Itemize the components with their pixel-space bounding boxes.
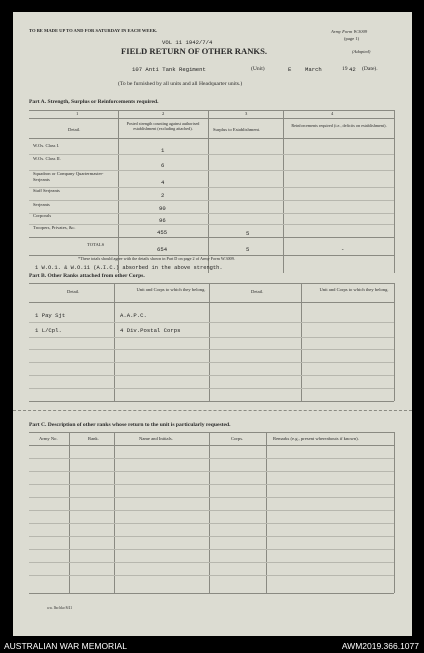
part-c-header-remarks: Remarks (e.g., present whereabouts if known). <box>273 436 359 441</box>
totals-reinforcements: - <box>341 246 345 253</box>
row-detail: Serjeants <box>33 202 50 207</box>
furnish-note: (To be furnished by all units and all Headquarter units.) <box>118 81 243 87</box>
col-number-1: 1 <box>76 111 79 116</box>
date-day: E <box>288 66 292 73</box>
army-form-number: Army Form W.3009 <box>331 29 368 34</box>
part-c-header-rank: Rank. <box>88 436 99 441</box>
totals-label: TOTALS <box>87 242 105 247</box>
row-posted: 6 <box>161 162 165 169</box>
row-detail: Troopers, Privates, &c. <box>33 225 76 230</box>
totals-surplus: 5 <box>246 246 250 253</box>
row-posted: 455 <box>157 229 168 236</box>
part-b-title: Part B. Other Ranks attached from other Corps. <box>29 273 145 279</box>
page-reference: (page 1) <box>344 36 360 41</box>
part-c-header-army-no: Army No. <box>39 436 58 441</box>
row-detail: W.Os. Class I. <box>33 143 60 148</box>
footer-bar <box>0 636 424 653</box>
unit-label: (Unit) <box>251 66 265 72</box>
col-number-2: 2 <box>162 111 165 116</box>
part-c-title: Part C. Description of other ranks whose return to the unit is particularly requested. <box>29 422 231 428</box>
absorbed-note: 1 W.O.1. & W.O.11 (A.I.C.) absorbed in the above strength. <box>35 265 223 271</box>
part-b-header-unit-2: Unit and Corps to which they belong. <box>319 287 389 292</box>
form-instruction: TO BE MADE UP TO AND FOR SATURDAY IN EACH WEEK. <box>29 28 158 33</box>
col-header-reinforcements: Reinforcements required (i.e., deficits on establishment). <box>291 123 387 128</box>
part-b-header-detail-1: Detail. <box>67 289 80 294</box>
row-posted: 96 <box>159 217 166 224</box>
form-title: FIELD RETURN OF OTHER RANKS. <box>121 46 268 56</box>
col-header-posted: Posted strength counting against authorised establishment (excluding attached). <box>126 121 200 131</box>
fold-line <box>13 410 412 411</box>
part-b-header-unit-1: Unit and Corps to which they belong. <box>136 287 206 292</box>
row-detail: Staff Serjeants <box>33 188 60 193</box>
printer-mark: a.w. Ibo hko 8/41 <box>47 606 73 610</box>
attached-unit: 4 Div.Postal Corps <box>120 327 181 334</box>
part-c-header-corps: Corps. <box>231 436 244 441</box>
part-b-header-detail-2: Detail. <box>251 289 264 294</box>
row-detail: Squadron or Company Quartermaster-Serjeants <box>33 171 104 182</box>
date-month: March <box>305 66 322 73</box>
footer-institution: AUSTRALIAN WAR MEMORIAL <box>4 641 127 651</box>
col-header-detail: Detail. <box>68 127 81 132</box>
row-posted: 4 <box>161 179 165 186</box>
row-posted: 90 <box>159 205 166 212</box>
row-posted: 1 <box>161 147 165 154</box>
row-detail: Corporals <box>33 213 52 218</box>
row-surplus: 5 <box>246 230 250 237</box>
row-detail: W.Os. Class II. <box>33 156 61 161</box>
footer-accession-number: AWM2019.366.1077 <box>341 641 419 651</box>
part-a-title: Part A. Strength, Surplus or Reinforcements required. <box>29 99 159 105</box>
attached-detail: 1 L/Cpl. <box>35 327 62 334</box>
row-posted: 2 <box>161 192 165 199</box>
attached-detail: 1 Pay Sjt <box>35 312 66 319</box>
adapted-label: (Adapted) <box>352 49 371 54</box>
file-reference: VOL 11 1942/7/4 <box>162 39 213 46</box>
form-page <box>13 12 412 636</box>
totals-footnote: *These totals should agree with the details shown in Part D on page 2 of Army Form W.3009. <box>78 256 235 261</box>
col-number-3: 3 <box>245 111 248 116</box>
totals-posted: 654 <box>157 246 168 253</box>
part-c-header-name: Name and Initials. <box>139 436 173 441</box>
date-year: 42 <box>349 66 356 73</box>
date-label: (Date). <box>362 66 378 72</box>
col-number-4: 4 <box>331 111 334 116</box>
attached-unit: A.A.P.C. <box>120 312 147 319</box>
date-year-prefix: 19 <box>342 66 348 72</box>
unit-value: 107 Anti Tank Regiment <box>132 66 206 73</box>
part-a-top-rule <box>29 110 394 111</box>
col-header-surplus: Surplus to Establishment. <box>213 127 261 132</box>
